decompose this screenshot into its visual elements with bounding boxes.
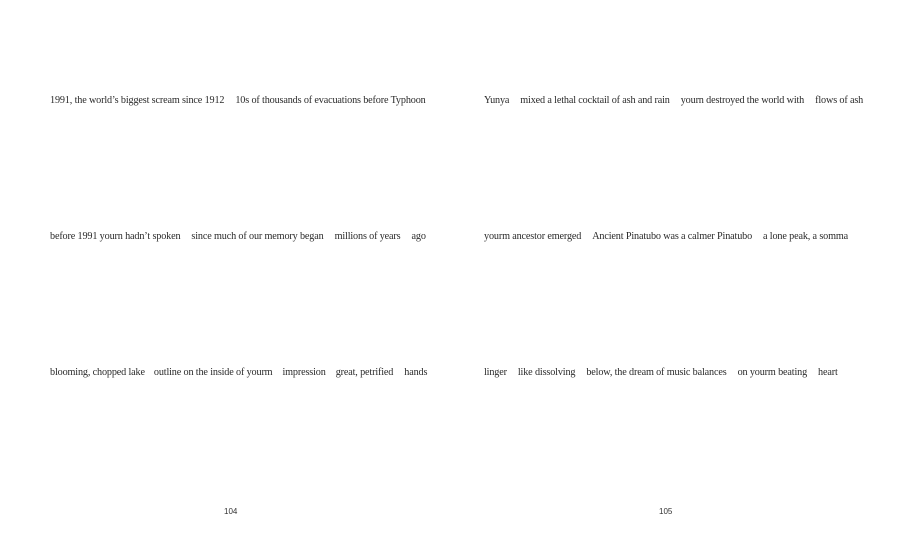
- poem-line: [50, 367, 427, 379]
- page-number: 104: [224, 507, 238, 516]
- poem-line: [484, 95, 863, 107]
- page-number: 105: [659, 507, 673, 516]
- text-fragment: outline on the inside of yourm: [153, 367, 273, 378]
- text-fragment: great, petrified: [335, 367, 394, 378]
- text-fragment: like dissolving: [517, 367, 576, 378]
- text-fragment: 10s of thousands of evacuations before Typhoon: [235, 95, 426, 106]
- text-fragment: linger: [484, 367, 507, 378]
- poem-line: [484, 231, 848, 243]
- text-fragment: yourn destroyed the world with: [680, 95, 805, 106]
- text-fragment: Yunya: [484, 95, 510, 106]
- poem-line: [484, 367, 838, 379]
- text-fragment: mixed a lethal cocktail of ash and rain: [520, 95, 670, 106]
- text-fragment: on yourm beating: [737, 367, 808, 378]
- poem-line: [50, 231, 426, 243]
- text-fragment: ago: [411, 231, 426, 242]
- text-fragment: yourm ancestor emerged: [484, 231, 582, 242]
- right-page: [450, 0, 900, 541]
- text-fragment: blooming, chopped lake: [50, 367, 145, 378]
- text-fragment: flows of ash: [815, 95, 864, 106]
- poem-line: [50, 95, 426, 107]
- text-fragment: impression: [282, 367, 326, 378]
- text-fragment: Ancient Pinatubo was a calmer Pinatubo: [592, 231, 753, 242]
- text-fragment: before 1991 yourn hadn’t spoken: [50, 231, 181, 242]
- text-fragment: 1991, the world’s biggest scream since 1912: [50, 95, 225, 106]
- text-fragment: heart: [818, 367, 838, 378]
- text-fragment: hands: [404, 367, 428, 378]
- text-fragment: below, the dream of music balances: [586, 367, 727, 378]
- text-fragment: a lone peak, a somma: [763, 231, 849, 242]
- text-fragment: millions of years: [334, 231, 401, 242]
- text-fragment: since much of our memory began: [191, 231, 324, 242]
